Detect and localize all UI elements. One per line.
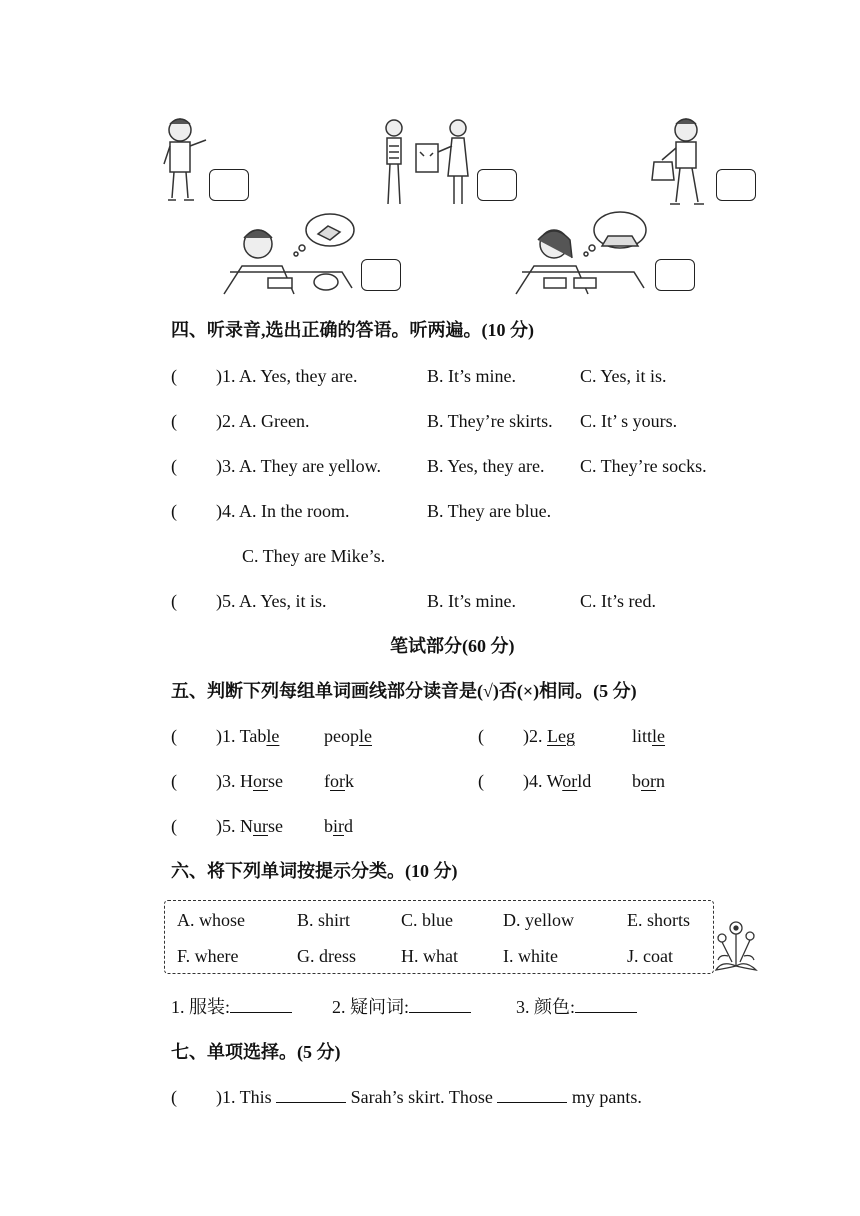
category-colors-blank[interactable] [575,1012,637,1013]
answer-box-4[interactable] [361,259,401,291]
word-bank-item: B. shirt [297,910,351,930]
option-c[interactable]: C. It’s red. [580,591,656,611]
word-bank-item: J. coat [627,946,673,966]
pronunciation-item[interactable]: )1. Table [216,726,280,746]
option-b[interactable]: B. Yes, they are. [427,456,545,476]
written-part-heading: 笔试部分(60 分) [390,636,515,656]
category-row [171,996,292,1018]
category-question-words-label: 2. 疑问词: [332,997,410,1017]
section-6-title: 六、将下列单词按提示分类。(10 分) [171,861,458,881]
paren-open: ( [171,726,177,746]
answer-box-5[interactable] [655,259,695,291]
option-c[interactable]: C. Yes, it is. [580,366,667,386]
category-clothes-blank[interactable] [230,1012,292,1013]
category-clothes-label: 1. 服装: [171,997,231,1017]
answer-box-1[interactable] [209,169,249,201]
paren-open: ( [171,771,177,791]
fill-blank-2[interactable] [497,1102,567,1103]
pronunciation-item[interactable]: )3. Horse [216,771,283,791]
option-c[interactable]: C. They’re socks. [580,456,707,476]
section-7-title: 七、单项选择。(5 分) [171,1042,341,1062]
option-c[interactable]: C. They are Mike’s. [242,546,386,566]
paren-open: ( [171,501,177,521]
boy-pointing-icon [158,114,210,206]
section-5-title: 五、判断下列每组单词画线部分读音是(√)否(×)相同。(5 分) [171,681,637,701]
word-bank-item: I. white [503,946,558,966]
option-b[interactable]: B. They’re skirts. [427,411,553,431]
section-4-title: 四、听录音,选出正确的答语。听两遍。(10 分) [171,320,534,340]
option-b[interactable]: B. They are blue. [427,501,552,521]
word-bank-item: F. where [177,946,239,966]
paren-open: ( [171,411,177,431]
compare-word: little [632,726,666,746]
multiple-choice-question: )1. This Sarah’s skirt. Those my pants. [216,1087,642,1107]
paren-open: ( [171,456,177,476]
fill-blank-1[interactable] [276,1102,346,1103]
compare-word: fork [324,771,354,791]
word-bank-item: A. whose [177,910,245,930]
boy-thinking-of-hat-icon [222,208,358,298]
paren-open: ( [171,591,177,611]
paren-open: ( [171,366,177,386]
category-row [516,996,637,1018]
paren-open: ( [171,1087,177,1107]
boy-holding-skirt-icon [650,114,712,210]
option-a[interactable]: )3. A. They are yellow. [216,456,381,476]
answer-box-2[interactable] [477,169,517,201]
category-colors-label: 3. 颜色: [516,997,576,1017]
category-question-words-blank[interactable] [409,1012,471,1013]
option-c[interactable]: C. It’ s yours. [580,411,678,431]
word-bank-item: C. blue [401,910,453,930]
option-a[interactable]: )4. A. In the room. [216,501,350,521]
flower-icon [712,916,760,976]
option-a[interactable]: )1. A. Yes, they are. [216,366,358,386]
compare-word: born [632,771,665,791]
compare-word: bird [324,816,353,836]
pronunciation-item[interactable]: )5. Nurse [216,816,283,836]
paren-open: ( [171,816,177,836]
category-row [332,996,471,1018]
girl-thinking-of-skirt-icon [514,206,650,298]
word-bank-item: G. dress [297,946,356,966]
paren-open: ( [478,771,484,791]
option-b[interactable]: B. It’s mine. [427,591,516,611]
word-bank-box [164,900,714,974]
word-bank-item: H. what [401,946,458,966]
option-a[interactable]: )5. A. Yes, it is. [216,591,327,611]
answer-box-3[interactable] [716,169,756,201]
girl-and-woman-with-clothes-icon [378,116,474,208]
word-bank-item: E. shorts [627,910,690,930]
word-bank-item: D. yellow [503,910,574,930]
paren-open: ( [478,726,484,746]
option-b[interactable]: B. It’s mine. [427,366,516,386]
pronunciation-item[interactable]: )4. World [523,771,592,791]
compare-word: people [324,726,372,746]
option-a[interactable]: )2. A. Green. [216,411,310,431]
pronunciation-item[interactable]: )2. Leg [523,726,575,746]
